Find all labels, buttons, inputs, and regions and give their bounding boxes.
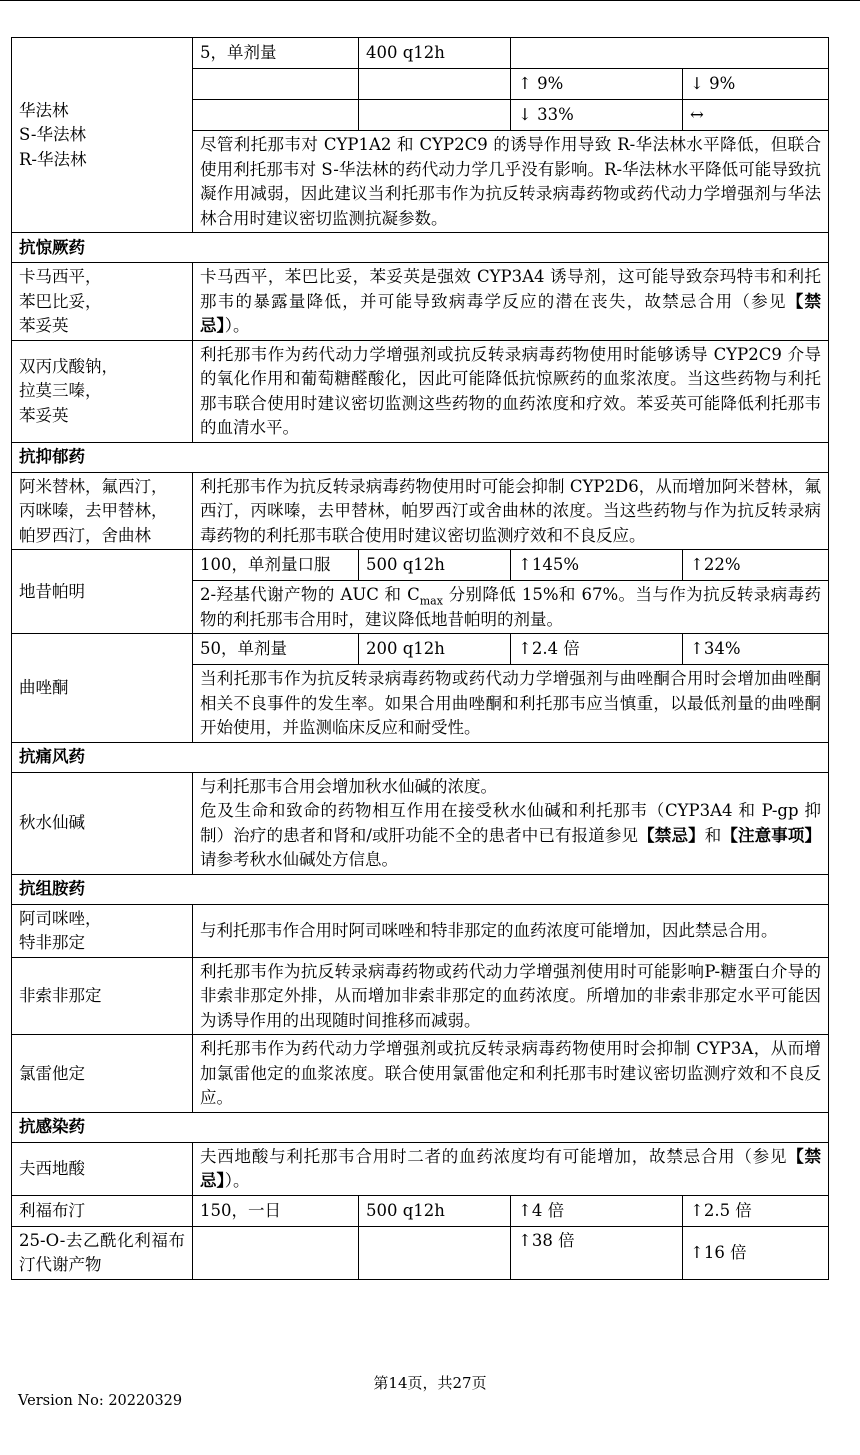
drug-cell: 曲唑酮 bbox=[12, 634, 193, 743]
contraindication-ref: 【禁忌】 bbox=[200, 1146, 822, 1190]
description-cell: 卡马西平，苯巴比妥，苯妥英是强效 CYP3A4 诱导剂，这可能导致奈玛特韦和利托那韦的暴露量降低，并可能导致病毒学反应的潜在丧失，故禁忌合用（参见【禁忌】）。 bbox=[193, 263, 829, 341]
dose-cell: 50，单剂量 bbox=[193, 634, 359, 665]
page-footer: 第14页，共27页 bbox=[373, 1374, 487, 1392]
dose-cell bbox=[193, 1226, 359, 1279]
drug-cell: 阿司咪唑， 特非那定 bbox=[12, 904, 193, 957]
table-row bbox=[12, 340, 829, 442]
ritonavir-dose-cell bbox=[359, 1226, 511, 1279]
dose-cell bbox=[193, 69, 359, 100]
dose-cell bbox=[193, 100, 359, 131]
drug-cell: 地昔帕明 bbox=[12, 550, 193, 634]
description-cell: 利托那韦作为药代动力学增强剂或抗反转录病毒药物使用时会抑制 CYP3A，从而增加氯雷他定的血浆浓度。联合使用氯雷他定和利托那韦时建议密切监测疗效和不良反应。 bbox=[193, 1035, 829, 1113]
drug-cell: 秋水仙碱 bbox=[12, 772, 193, 874]
top-rule bbox=[0, 0, 860, 1]
section-row bbox=[12, 742, 829, 772]
section-header: 抗组胺药 bbox=[12, 874, 829, 904]
section-header: 抗惊厥药 bbox=[12, 233, 829, 263]
table-row bbox=[12, 904, 829, 957]
description-cell: 与利托那韦作合用时阿司咪唑和特非那定的血药浓度可能增加，因此禁忌合用。 bbox=[193, 904, 829, 957]
description-cell: 利托那韦作为抗反转录病毒药物使用时可能会抑制 CYP2D6，从而增加阿米替林，氟西汀，丙咪嗪，去甲替林，帕罗西汀或舍曲林的浓度。当这些药物与作为抗反转录病毒药物的利托那韦联合使用时建议密切监测疗效和不良反应。 bbox=[193, 472, 829, 550]
table-row bbox=[12, 1035, 829, 1113]
cmax-cell: ↑2.5 倍 bbox=[683, 1195, 829, 1226]
auc-cell: ↑4 倍 bbox=[511, 1195, 683, 1226]
drug-cell: 华法林 S-华法林 R-华法林 bbox=[12, 38, 193, 233]
auc-cell bbox=[511, 38, 829, 69]
dose-cell: 100，单剂量口服 bbox=[193, 550, 359, 581]
ritonavir-dose-cell: 200 q12h bbox=[359, 634, 511, 665]
drug-cell: 氯雷他定 bbox=[12, 1035, 193, 1113]
table-row bbox=[12, 1142, 829, 1195]
ritonavir-dose-cell: 500 q12h bbox=[359, 550, 511, 581]
section-row bbox=[12, 442, 829, 472]
section-header: 抗抑郁药 bbox=[12, 442, 829, 472]
auc-cell: ↓ 33% bbox=[511, 100, 683, 131]
drug-cell: 非索非那定 bbox=[12, 957, 193, 1035]
drug-cell: 夫西地酸 bbox=[12, 1142, 193, 1195]
contraindication-ref: 【禁忌】 bbox=[200, 291, 822, 335]
table-row bbox=[12, 1226, 829, 1279]
table-row bbox=[12, 263, 829, 341]
auc-cell: ↑ 9% bbox=[511, 69, 683, 100]
auc-cell: ↑2.4 倍 bbox=[511, 634, 683, 665]
section-header: 抗痛风药 bbox=[12, 742, 829, 772]
table-row bbox=[12, 634, 829, 665]
description-cell: 夫西地酸与利托那韦合用时二者的血药浓度均有可能增加，故禁忌合用（参见【禁忌】）。 bbox=[193, 1142, 829, 1195]
dose-cell: 5，单剂量 bbox=[193, 38, 359, 69]
description-cell: 2-羟基代谢产物的 AUC 和 $C_{max}$ 分别降低 15%和 67%。当与作为抗反转录病毒药物的利托那韦合用时，建议降低地昔帕明的剂量。 bbox=[193, 581, 829, 634]
cmax-cell: ↑34% bbox=[683, 634, 829, 665]
table-row bbox=[12, 38, 829, 69]
cmax-cell: ↑22% bbox=[683, 550, 829, 581]
description-cell: 利托那韦作为抗反转录病毒药物或药代动力学增强剂使用时可能影响P-糖蛋白介导的非索非那定外排，从而增加非索非那定的血药浓度。所增加的非索非那定水平可能因为诱导作用的出现随时间推移而减弱。 bbox=[193, 957, 829, 1035]
section-row bbox=[12, 874, 829, 904]
ritonavir-dose-cell: 400 q12h bbox=[359, 38, 511, 69]
auc-cell: ↑145% bbox=[511, 550, 683, 581]
ritonavir-dose-cell bbox=[359, 69, 511, 100]
table-row bbox=[12, 550, 829, 581]
version-number: Version No: 20220329 bbox=[18, 1393, 183, 1409]
description-cell: 与利托那韦合用会增加秋水仙碱的浓度。 危及生命和致命的药物相互作用在接受秋水仙碱和利托那韦（CYP3A4 和 P-gp 抑制）治疗的患者和肾和/或肝功能不全的患者中已有报道参见【禁忌】和【注意事项】请参考秋水仙碱处方信息。 bbox=[193, 772, 829, 874]
section-header: 抗感染药 bbox=[12, 1112, 829, 1142]
description-cell: 尽管利托那韦对 CYP1A2 和 CYP2C9 的诱导作用导致 R-华法林水平降低，但联合使用利托那韦对 S-华法林的药代动力学几乎没有影响。R-华法林水平降低可能导致抗凝作用减弱，因此建议当利托那韦作为抗反转录病毒药物或药代动力学增强剂与华法林合用时建议密切监测抗凝参数。 bbox=[193, 131, 829, 233]
drug-cell: 双丙戊酸钠， 拉莫三嗪， 苯妥英 bbox=[12, 340, 193, 442]
ritonavir-dose-cell bbox=[359, 100, 511, 131]
auc-cell: ↑38 倍 bbox=[511, 1226, 683, 1279]
cmax-cell: ↓ 9% bbox=[683, 69, 829, 100]
section-row bbox=[12, 1112, 829, 1142]
drug-cell: 卡马西平， 苯巴比妥， 苯妥英 bbox=[12, 263, 193, 341]
table-row bbox=[12, 472, 829, 550]
drug-cell: 25-O-去乙酰化利福布汀代谢产物 bbox=[12, 1226, 193, 1279]
section-row bbox=[12, 233, 829, 263]
cmax-cell: ↑16 倍 bbox=[683, 1226, 829, 1279]
interaction-table bbox=[11, 37, 829, 1280]
table-row bbox=[12, 772, 829, 874]
table-row bbox=[12, 1195, 829, 1226]
drug-cell: 利福布汀 bbox=[12, 1195, 193, 1226]
contraindication-ref: 【禁忌】 bbox=[638, 825, 705, 845]
description-cell: 当利托那韦作为抗反转录病毒药物或药代动力学增强剂与曲唑酮合用时会增加曲唑酮相关不良事件的发生率。如果合用曲唑酮和利托那韦应当慎重，以最低剂量的曲唑酮开始使用，并监测临床反应和耐受性。 bbox=[193, 665, 829, 743]
description-cell: 利托那韦作为药代动力学增强剂或抗反转录病毒药物使用时能够诱导 CYP2C9 介导的氧化作用和葡萄糖醛酸化，因此可能降低抗惊厥药的血浆浓度。当这些药物与利托那韦联合使用时建议密切监测这些药物的血药浓度和疗效。苯妥英可能降低利托那韦的血清水平。 bbox=[193, 340, 829, 442]
cmax-cell: ↔ bbox=[683, 100, 829, 131]
ritonavir-dose-cell: 500 q12h bbox=[359, 1195, 511, 1226]
table-row bbox=[12, 957, 829, 1035]
precautions-ref: 【注意事项】 bbox=[721, 825, 822, 845]
drug-cell: 阿米替林，氟西汀， 丙咪嗪，去甲替林， 帕罗西汀，舍曲林 bbox=[12, 472, 193, 550]
dose-cell: 150，一日 bbox=[193, 1195, 359, 1226]
